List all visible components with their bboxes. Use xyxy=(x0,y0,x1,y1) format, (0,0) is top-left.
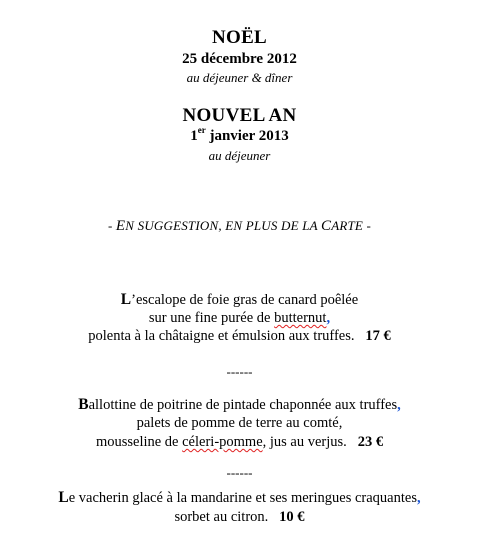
dish-2-line-3: mousseline de céleri-pomme, jus au verjus. 23 € xyxy=(95,434,384,450)
nouvel-an-date xyxy=(0,125,479,145)
dish-1-line-3: polenta à la châtaigne et émulsion aux truffes. 17 € xyxy=(88,328,391,344)
dish-1-line-1: L’escalope de foie gras de canard poêlée xyxy=(120,291,359,308)
dish-2-line-1: Ballottine de poitrine de pintade chaponnée aux truffes, xyxy=(78,396,401,413)
nouvel-an-day-suffix: er xyxy=(197,125,206,135)
nouvel-an-day: 1 xyxy=(190,128,198,144)
suggestion-heading: - EN SUGGESTION, EN PLUS DE LA CARTE - xyxy=(107,218,372,234)
nouvel-an-title: NOUVEL AN xyxy=(182,105,297,126)
dish-1-price: 17 € xyxy=(365,328,391,344)
dish-3-price: 10 € xyxy=(279,509,305,525)
dish-1-line-2: sur une fine purée de butternut, xyxy=(148,310,331,326)
dish-3-line-2: sorbet au citron. 10 € xyxy=(174,509,305,525)
separator-1: ------ xyxy=(226,364,253,379)
nouvel-an-month-year: janvier 2013 xyxy=(205,128,289,144)
dish-2-price: 23 € xyxy=(357,434,384,450)
nouvel-an-meals: au déjeuner xyxy=(208,148,271,163)
noel-date: 25 décembre 2012 xyxy=(182,51,297,67)
dish-2-line-2: palets de pomme de terre au comté, xyxy=(136,415,343,431)
noel-meals: au déjeuner & dîner xyxy=(186,70,293,85)
spellcheck-word: céleri-pomme xyxy=(182,434,263,450)
noel-title: NOËL xyxy=(211,27,268,48)
spellcheck-word: butternut xyxy=(274,310,327,326)
dish-3-line-1: Le vacherin glacé à la mandarine et ses meringues craquantes, xyxy=(58,489,421,506)
separator-2: ------ xyxy=(226,465,253,480)
